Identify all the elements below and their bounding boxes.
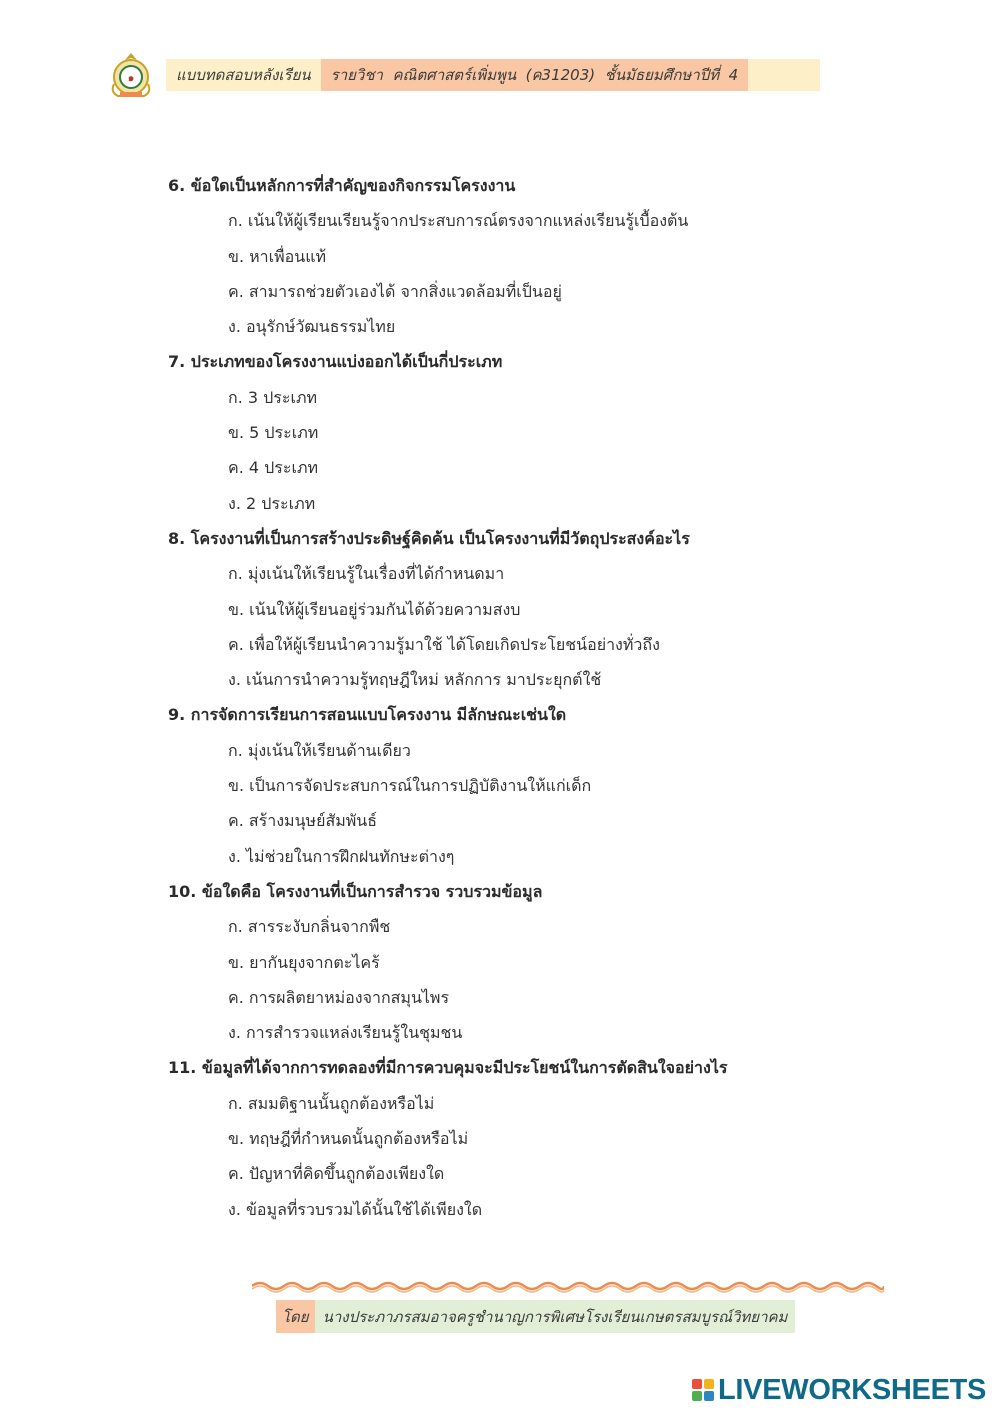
svg-text:๑: ๑ [127,73,135,84]
question-text: 6. ข้อใดเป็นหลักการที่สำคัญของกิจกรรมโครงงาน [168,176,516,195]
choice-item[interactable]: ง. การสำรวจแหล่งเรียนรู้ในชุมชน [228,1023,463,1043]
choice-item[interactable]: ข. เป็นการจัดประสบการณ์ในการปฏิบัติงานให้แก่เด็ก [228,776,592,796]
school-emblem-icon [106,50,156,100]
choice-item[interactable]: ค. ปัญหาที่คิดขึ้นถูกต้องเพียงใด [228,1164,445,1184]
question-block [168,697,948,873]
choice-item[interactable]: ง. ข้อมูลที่รวบรวมได้นั้นใช้ได้เพียงใด [228,1199,483,1219]
choice-item[interactable]: ค. 4 ประเภท [228,458,319,478]
choice-item[interactable]: ก. สมมติฐานนั้นถูกต้องหรือไม่ [228,1093,435,1113]
choice-item[interactable]: ก. เน้นให้ผู้เรียนเรียนรู้จากประสบการณ์ตรงจากแหล่งเรียนรู้เบื้องต้น [228,211,689,231]
choice-item[interactable]: ข. ยากันยุงจากตะไคร้ [228,952,380,972]
brand-text: LIVEWORKSHEETS [718,1373,987,1406]
footer-surname: สมอาจ [410,1307,456,1326]
header-banner [166,59,820,91]
footer-school: โรงเรียนเกษตรสมบูรณ์วิทยาคม [583,1307,788,1326]
question-text: 9. การจัดการเรียนการสอนแบบโครงงาน มีลักษณะเช่นใด [168,705,567,725]
footer-author: นางประภาภร [322,1307,411,1326]
choice-item[interactable]: ก. มุ่งเน้นให้เรียนด้านเดียว [228,740,411,760]
choice-item[interactable]: ค. สร้างมนุษย์สัมพันธ์ [228,811,377,831]
header-subject: รายวิชา คณิตศาสตร์เพิ่มพูน (ค31203) ชั้นมัธยมศึกษาปีที่ 4 [321,59,749,91]
liveworksheets-logo-icon [692,1379,714,1401]
choice-item[interactable]: ข. 5 ประเภท [228,423,319,443]
choice-item[interactable]: ค. การผลิตยาหม่องจากสมุนไพร [228,987,450,1007]
header-banner-end [748,59,820,91]
footer-details [315,1300,796,1333]
question-block [168,521,948,697]
choice-item[interactable]: ข. เน้นให้ผู้เรียนอยู่ร่วมกันได้ด้วยความสงบ [228,599,521,619]
question-block [168,874,948,1050]
choice-item[interactable]: ค. เพื่อให้ผู้เรียนนำความรู้มาใช้ ได้โดยเกิดประโยชน์อย่างทั่วถึง [228,634,660,654]
question-text: 10. ข้อใดคือ โครงงานที่เป็นการสำรวจ รวบรวมข้อมูล [168,881,543,901]
question-block [168,168,948,344]
choice-item[interactable]: ก. 3 ประเภท [228,387,318,407]
question-text: 8. โครงงานที่เป็นการสร้างประดิษฐ์คิดค้น เป็นโครงงานที่มีวัตถุประสงค์อะไร [168,528,690,548]
choice-item[interactable]: ข. หาเพื่อนแท้ [228,246,327,266]
choice-item[interactable]: ค. สามารถช่วยตัวเองได้ จากสิ่งแวดล้อมที่เป็นอยู่ [228,281,562,301]
choice-item[interactable]: ง. เน้นการนำความรู้ทฤษฎีใหม่ หลักการ มาประยุกต์ใช้ [228,670,602,690]
choice-item[interactable]: ง. 2 ประเภท [228,493,316,513]
choice-item[interactable]: ก. มุ่งเน้นให้เรียนรู้ในเรื่องที่ได้กำหนดมา [228,564,505,584]
question-text: 7. ประเภทของโครงงานแบ่งออกได้เป็นกี่ประเภท [168,352,503,372]
question-block [168,1050,948,1226]
choice-item[interactable]: ง. ไม่ช่วยในการฝึกฝนทักษะต่างๆ [228,846,455,866]
question-block [168,344,948,520]
footer-by: โดย [276,1300,315,1333]
liveworksheets-brand [692,1375,986,1405]
wave-divider [252,1278,884,1294]
choice-item[interactable]: ง. อนุรักษ์วัฒนธรรมไทย [228,317,396,337]
choice-item[interactable]: ก. สารระงับกลิ่นจากพืช [228,917,391,937]
header-title: แบบทดสอบหลังเรียน [166,59,321,91]
question-text: 11. ข้อมูลที่ได้จากการทดลองที่มีการควบคุมจะมีประโยชน์ในการตัดสินใจอย่างไร [168,1058,728,1078]
question-list [168,168,948,1227]
footer-position: ครูชำนาญการพิเศษ [455,1307,584,1326]
footer-credit [276,1300,795,1333]
choice-item[interactable]: ข. ทฤษฎีที่กำหนดนั้นถูกต้องหรือไม่ [228,1129,469,1149]
